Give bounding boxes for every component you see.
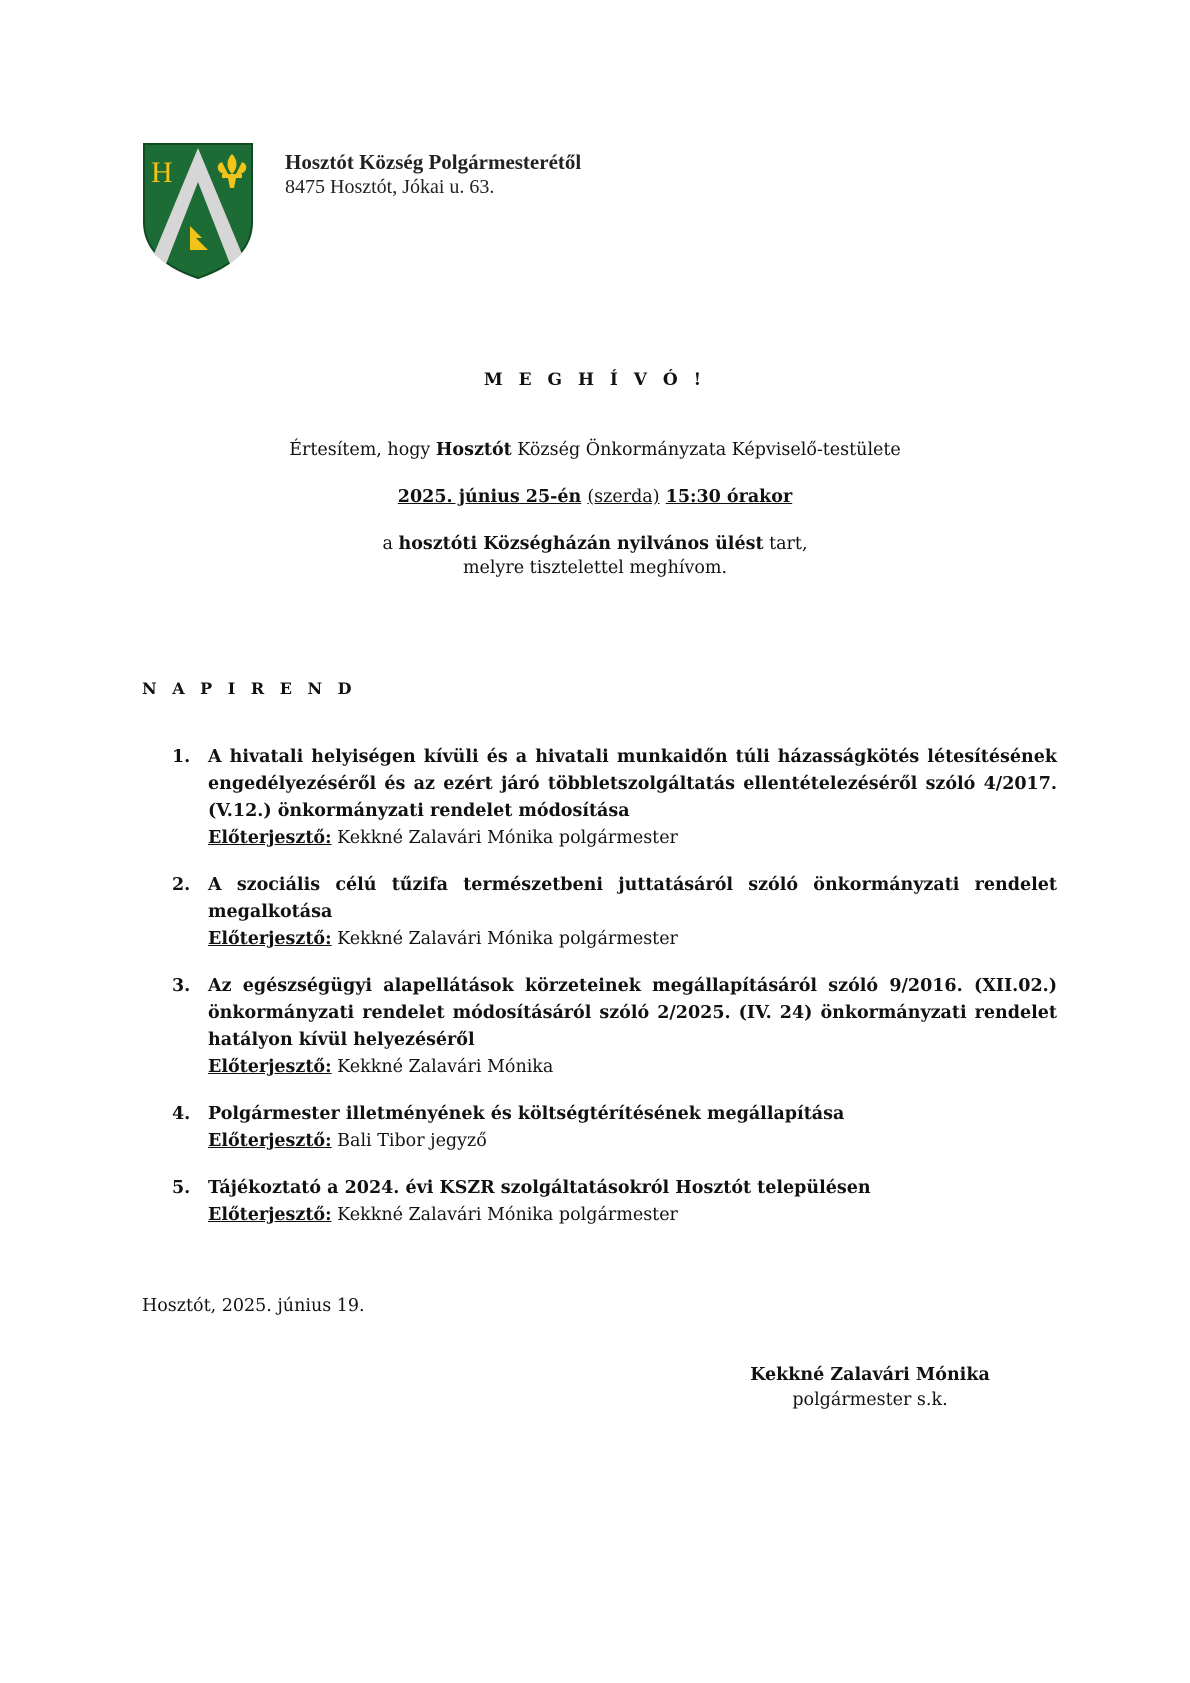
agenda-number: 1. xyxy=(172,747,191,767)
agenda-item xyxy=(142,1175,1057,1229)
agenda-list xyxy=(142,744,1057,1249)
intro-line xyxy=(0,440,1190,460)
presenter-name: Kekkné Zalavári Mónika polgármester xyxy=(337,1205,678,1225)
signatory-role: polgármester s.k. xyxy=(792,1390,948,1410)
crest-letter: H xyxy=(151,156,173,189)
agenda-number: 2. xyxy=(172,875,191,895)
meeting-date-line xyxy=(0,487,1190,507)
agenda-item xyxy=(142,744,1057,852)
agenda-text: Tájékoztató a 2024. évi KSZR szolgáltatásokról Hosztót településen xyxy=(208,1178,871,1198)
intro-municipality: Hosztót xyxy=(435,440,512,460)
location-text: a xyxy=(382,534,399,554)
agenda-text: A hivatali helyiségen kívüli és a hivatali munkaidőn túli házasságkötés létesítésének engedélyezéséről és az ezért járó többletszolgáltatás ellentételezéséről szóló 4/2017. (V.12.) önkormányzati rendelet módosítása xyxy=(208,747,1057,821)
place-and-date: Hosztót, 2025. június 19. xyxy=(142,1296,365,1316)
coat-of-arms-logo xyxy=(142,142,254,280)
agenda-number: 3. xyxy=(172,976,191,996)
presenter-label: Előterjesztő: xyxy=(208,828,332,848)
agenda-text: Az egészségügyi alapellátások körzeteinek megállapításáról szóló 9/2016. (XII.02.) önkormányzati rendelet módosításáról szóló 2/2025. (IV. 24) önkormányzati rendelet hatályon kívül helyezéséről xyxy=(208,976,1057,1050)
agenda-text: Polgármester illetményének és költségtérítésének megállapítása xyxy=(208,1104,845,1124)
location-text: tart, xyxy=(763,534,808,554)
presenter-name: Kekkné Zalavári Mónika polgármester xyxy=(337,828,678,848)
meeting-weekday: (szerda) xyxy=(587,487,660,507)
agenda-item xyxy=(142,1101,1057,1155)
agenda-number: 5. xyxy=(172,1178,191,1198)
meeting-location: hosztóti Községházán nyilvános ülést xyxy=(398,534,764,554)
document-title: M E G H Í V Ó ! xyxy=(483,370,707,390)
presenter-label: Előterjesztő: xyxy=(208,1205,332,1225)
presenter-name: Kekkné Zalavári Mónika xyxy=(337,1057,554,1077)
presenter-label: Előterjesztő: xyxy=(208,1057,332,1077)
organization-address: 8475 Hosztót, Jókai u. 63. xyxy=(285,176,495,198)
agenda-heading: N A P I R E N D xyxy=(142,679,357,698)
presenter-name: Bali Tibor jegyző xyxy=(337,1131,487,1151)
meeting-time: 15:30 órakor xyxy=(665,487,793,507)
meeting-location-line xyxy=(0,534,1190,554)
intro-text: Község Önkormányzata Képviselő-testülete xyxy=(511,440,901,460)
agenda-text: A szociális célú tűzifa természetbeni juttatásáról szóló önkormányzati rendelet megalkotása xyxy=(208,875,1057,922)
presenter-name: Kekkné Zalavári Mónika polgármester xyxy=(337,929,678,949)
meeting-date: 2025. június 25-én xyxy=(397,487,582,507)
presenter-label: Előterjesztő: xyxy=(208,929,332,949)
agenda-item xyxy=(142,872,1057,953)
agenda-number: 4. xyxy=(172,1104,191,1124)
intro-text: Értesítem, hogy xyxy=(289,440,436,460)
organization-name: Hosztót Község Polgármesterétől xyxy=(285,150,582,174)
agenda-item xyxy=(142,973,1057,1081)
signatory-name: Kekkné Zalavári Mónika xyxy=(750,1365,990,1385)
presenter-label: Előterjesztő: xyxy=(208,1131,332,1151)
invitation-line: melyre tisztelettel meghívom. xyxy=(462,558,728,578)
